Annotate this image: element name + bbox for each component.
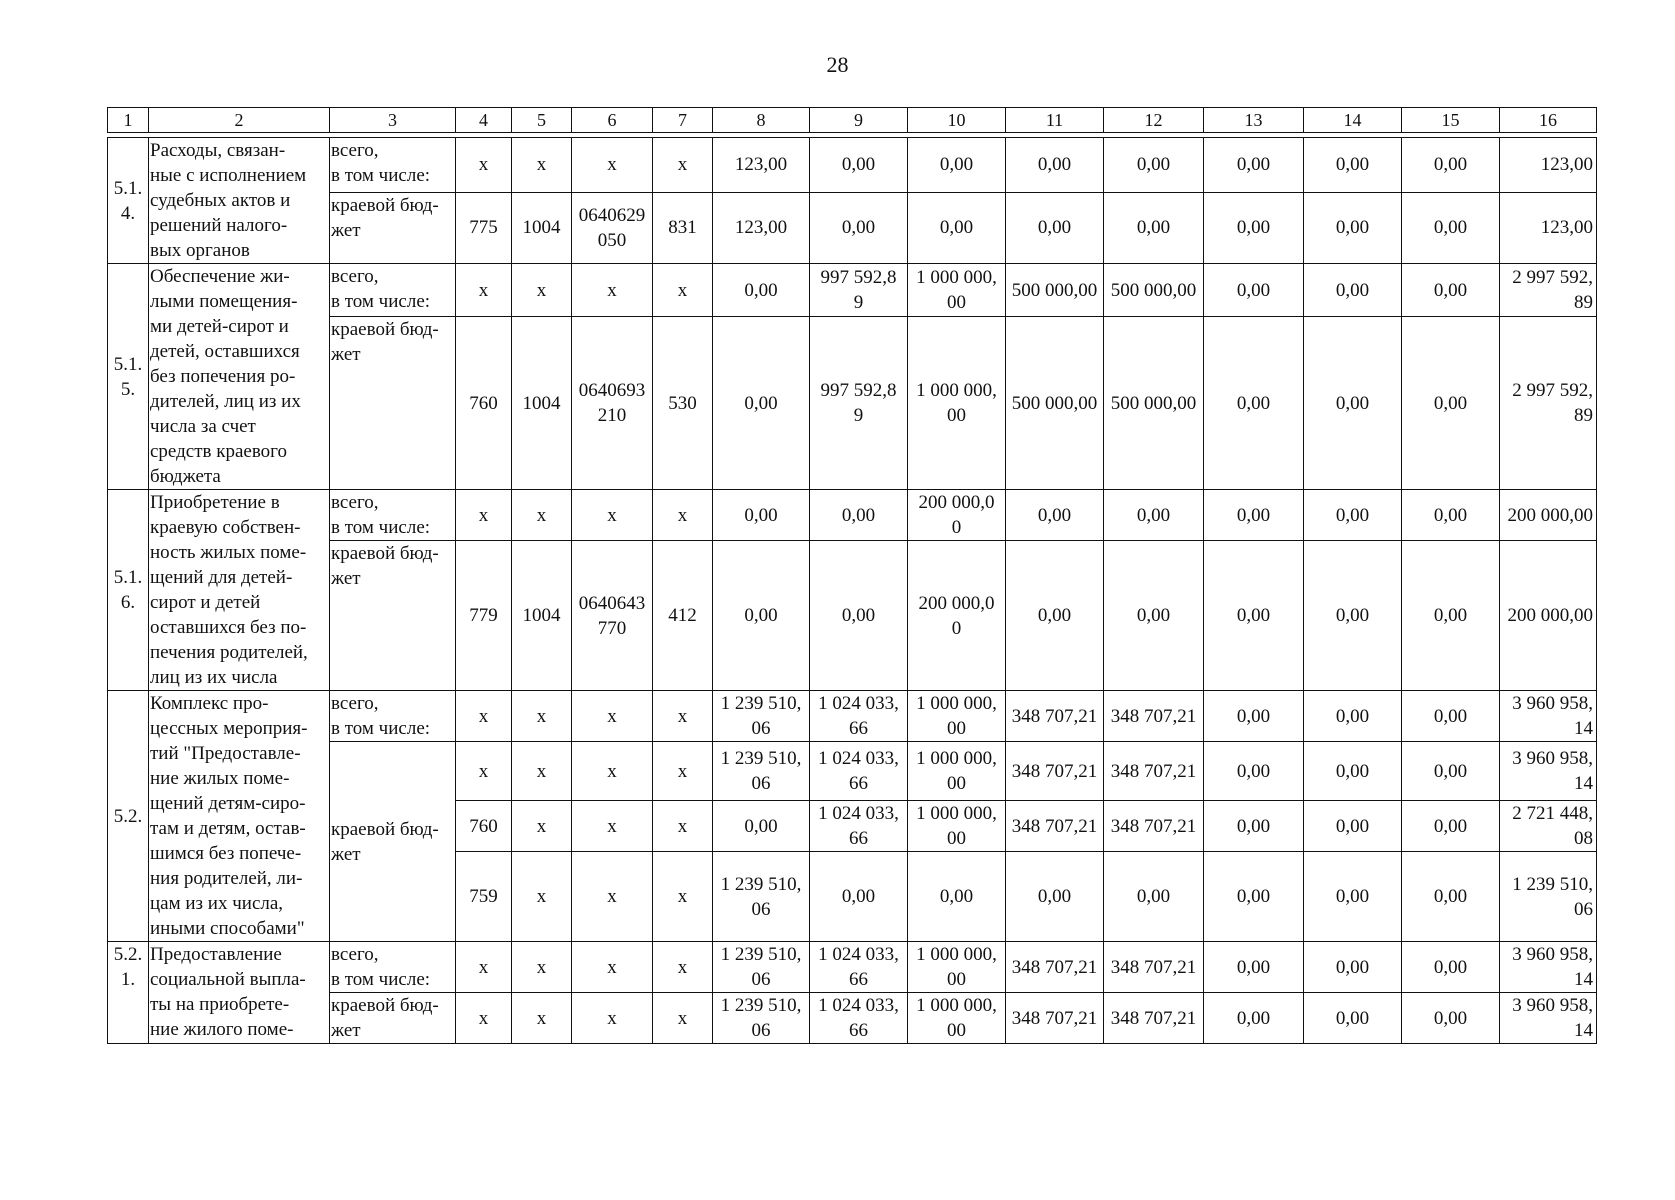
cell-col-11: 348 707,21 — [1006, 691, 1104, 742]
source-cell: краевой бюд- жет — [330, 317, 456, 490]
cell-col-14: 0,00 — [1304, 192, 1402, 263]
cell-col-8: 0,00 — [713, 541, 810, 691]
cell-col-8: 123,00 — [713, 192, 810, 263]
cell-col-7: х — [653, 852, 713, 942]
cell-col-16: 2 997 592, 89 — [1500, 317, 1597, 490]
cell-col-14: 0,00 — [1304, 138, 1402, 193]
cell-col-13: 0,00 — [1204, 317, 1304, 490]
cell-col-10: 1 000 000, 00 — [908, 317, 1006, 490]
cell-col-10: 1 000 000, 00 — [908, 264, 1006, 317]
cell-col-15: 0,00 — [1402, 852, 1500, 942]
budget-table — [107, 107, 1597, 1044]
cell-col-12: 500 000,00 — [1104, 317, 1204, 490]
cell-col-6: х — [572, 852, 653, 942]
cell-col-15: 0,00 — [1402, 490, 1500, 541]
cell-col-9: 1 024 033, 66 — [810, 942, 908, 993]
header-col-1: 1 — [108, 108, 149, 133]
cell-col-9: 0,00 — [810, 192, 908, 263]
source-cell: всего, в том числе: — [330, 138, 456, 193]
table-row — [108, 742, 1597, 801]
cell-col-9: 1 024 033, 66 — [810, 742, 908, 801]
cell-col-15: 0,00 — [1402, 691, 1500, 742]
table-row — [108, 541, 1597, 691]
cell-col-12: 0,00 — [1104, 138, 1204, 193]
cell-col-4: х — [456, 490, 512, 541]
cell-col-11: 348 707,21 — [1006, 942, 1104, 993]
header-col-2: 2 — [149, 108, 330, 133]
cell-col-7: х — [653, 490, 713, 541]
cell-col-7: х — [653, 138, 713, 193]
row-number: 5.1. 5. — [108, 264, 149, 490]
cell-col-15: 0,00 — [1402, 801, 1500, 852]
cell-col-4: х — [456, 691, 512, 742]
cell-col-8: 1 239 510, 06 — [713, 742, 810, 801]
row-name: Предоставление социальной выпла- ты на приобрете- ние жилого поме- — [149, 942, 330, 1044]
cell-col-5: х — [512, 691, 572, 742]
table-row — [108, 993, 1597, 1044]
cell-col-16: 3 960 958, 14 — [1500, 691, 1597, 742]
row-name: Приобретение в краевую собствен- ность жилых поме- щений для детей- сирот и детей оставшихся без по- печения родителей, лиц из их числа — [149, 490, 330, 691]
table-row — [108, 138, 1597, 193]
cell-col-13: 0,00 — [1204, 541, 1304, 691]
cell-col-6: х — [572, 490, 653, 541]
cell-col-5: х — [512, 490, 572, 541]
cell-col-9: 997 592,8 9 — [810, 317, 908, 490]
header-col-13: 13 — [1204, 108, 1304, 133]
cell-col-15: 0,00 — [1402, 264, 1500, 317]
header-col-5: 5 — [512, 108, 572, 133]
cell-col-5: х — [512, 742, 572, 801]
page-number: 28 — [826, 52, 849, 77]
source-cell: всего, в том числе: — [330, 490, 456, 541]
cell-col-5: х — [512, 942, 572, 993]
cell-col-15: 0,00 — [1402, 192, 1500, 263]
row-number: 5.1. 4. — [108, 138, 149, 264]
cell-col-12: 0,00 — [1104, 541, 1204, 691]
cell-col-9: 0,00 — [810, 852, 908, 942]
cell-col-5: х — [512, 264, 572, 317]
cell-col-8: 0,00 — [713, 801, 810, 852]
cell-col-15: 0,00 — [1402, 138, 1500, 193]
cell-col-6: 0640693 210 — [572, 317, 653, 490]
source-cell: краевой бюд- жет — [330, 541, 456, 691]
cell-col-5: х — [512, 801, 572, 852]
cell-col-10: 1 000 000, 00 — [908, 691, 1006, 742]
cell-col-9: 0,00 — [810, 138, 908, 193]
cell-col-10: 1 000 000, 00 — [908, 942, 1006, 993]
cell-col-11: 0,00 — [1006, 138, 1104, 193]
cell-col-9: 1 024 033, 66 — [810, 691, 908, 742]
cell-col-12: 0,00 — [1104, 490, 1204, 541]
cell-col-7: х — [653, 993, 713, 1044]
cell-col-16: 3 960 958, 14 — [1500, 942, 1597, 993]
cell-col-15: 0,00 — [1402, 541, 1500, 691]
cell-col-16: 200 000,00 — [1500, 490, 1597, 541]
cell-col-13: 0,00 — [1204, 742, 1304, 801]
cell-col-10: 1 000 000, 00 — [908, 993, 1006, 1044]
cell-col-16: 123,00 — [1500, 138, 1597, 193]
source-cell: краевой бюд- жет — [330, 742, 456, 942]
cell-col-12: 348 707,21 — [1104, 742, 1204, 801]
cell-col-13: 0,00 — [1204, 490, 1304, 541]
cell-col-14: 0,00 — [1304, 852, 1402, 942]
cell-col-10: 0,00 — [908, 138, 1006, 193]
cell-col-12: 500 000,00 — [1104, 264, 1204, 317]
cell-col-4: 760 — [456, 317, 512, 490]
cell-col-10: 1 000 000, 00 — [908, 742, 1006, 801]
cell-col-4: 775 — [456, 192, 512, 263]
cell-col-4: х — [456, 742, 512, 801]
cell-col-12: 0,00 — [1104, 192, 1204, 263]
cell-col-7: х — [653, 801, 713, 852]
header-col-6: 6 — [572, 108, 653, 133]
cell-col-4: х — [456, 138, 512, 193]
header-col-7: 7 — [653, 108, 713, 133]
source-cell: всего, в том числе: — [330, 264, 456, 317]
cell-col-13: 0,00 — [1204, 801, 1304, 852]
cell-col-4: х — [456, 942, 512, 993]
cell-col-5: х — [512, 138, 572, 193]
cell-col-14: 0,00 — [1304, 541, 1402, 691]
header-col-10: 10 — [908, 108, 1006, 133]
cell-col-7: х — [653, 942, 713, 993]
row-number: 5.2. — [108, 691, 149, 942]
cell-col-6: 0640629 050 — [572, 192, 653, 263]
cell-col-14: 0,00 — [1304, 490, 1402, 541]
source-cell: краевой бюд- жет — [330, 993, 456, 1044]
cell-col-7: 831 — [653, 192, 713, 263]
cell-col-10: 0,00 — [908, 852, 1006, 942]
cell-col-9: 0,00 — [810, 490, 908, 541]
cell-col-13: 0,00 — [1204, 993, 1304, 1044]
cell-col-6: х — [572, 801, 653, 852]
header-col-9: 9 — [810, 108, 908, 133]
cell-col-16: 123,00 — [1500, 192, 1597, 263]
cell-col-16: 3 960 958, 14 — [1500, 742, 1597, 801]
row-number: 5.1. 6. — [108, 490, 149, 691]
cell-col-5: х — [512, 993, 572, 1044]
cell-col-11: 0,00 — [1006, 192, 1104, 263]
header-col-8: 8 — [713, 108, 810, 133]
cell-col-14: 0,00 — [1304, 264, 1402, 317]
table-row — [108, 192, 1597, 263]
header-col-3: 3 — [330, 108, 456, 133]
cell-col-4: 779 — [456, 541, 512, 691]
cell-col-16: 2 721 448, 08 — [1500, 801, 1597, 852]
cell-col-15: 0,00 — [1402, 993, 1500, 1044]
cell-col-8: 0,00 — [713, 264, 810, 317]
cell-col-8: 1 239 510, 06 — [713, 691, 810, 742]
cell-col-5: 1004 — [512, 541, 572, 691]
header-row — [108, 108, 1597, 133]
cell-col-6: х — [572, 138, 653, 193]
header-col-14: 14 — [1304, 108, 1402, 133]
cell-col-14: 0,00 — [1304, 801, 1402, 852]
cell-col-12: 0,00 — [1104, 852, 1204, 942]
cell-col-15: 0,00 — [1402, 742, 1500, 801]
cell-col-14: 0,00 — [1304, 993, 1402, 1044]
cell-col-15: 0,00 — [1402, 942, 1500, 993]
cell-col-12: 348 707,21 — [1104, 691, 1204, 742]
cell-col-11: 348 707,21 — [1006, 993, 1104, 1044]
row-name: Расходы, связан- ные с исполнением судебных актов и решений налого- вых органов — [149, 138, 330, 264]
cell-col-16: 1 239 510, 06 — [1500, 852, 1597, 942]
cell-col-11: 0,00 — [1006, 852, 1104, 942]
cell-col-6: х — [572, 264, 653, 317]
header-col-12: 12 — [1104, 108, 1204, 133]
cell-col-10: 1 000 000, 00 — [908, 801, 1006, 852]
source-cell: всего, в том числе: — [330, 691, 456, 742]
cell-col-11: 0,00 — [1006, 490, 1104, 541]
cell-col-14: 0,00 — [1304, 742, 1402, 801]
cell-col-4: 759 — [456, 852, 512, 942]
cell-col-12: 348 707,21 — [1104, 801, 1204, 852]
cell-col-4: х — [456, 993, 512, 1044]
cell-col-6: х — [572, 742, 653, 801]
cell-col-6: х — [572, 942, 653, 993]
cell-col-6: 0640643 770 — [572, 541, 653, 691]
cell-col-13: 0,00 — [1204, 138, 1304, 193]
cell-col-10: 200 000,0 0 — [908, 541, 1006, 691]
table-row — [108, 691, 1597, 742]
cell-col-5: 1004 — [512, 317, 572, 490]
cell-col-11: 500 000,00 — [1006, 317, 1104, 490]
cell-col-11: 348 707,21 — [1006, 801, 1104, 852]
cell-col-8: 123,00 — [713, 138, 810, 193]
cell-col-8: 0,00 — [713, 490, 810, 541]
cell-col-11: 348 707,21 — [1006, 742, 1104, 801]
cell-col-16: 200 000,00 — [1500, 541, 1597, 691]
cell-col-6: х — [572, 691, 653, 742]
cell-col-13: 0,00 — [1204, 852, 1304, 942]
cell-col-14: 0,00 — [1304, 691, 1402, 742]
cell-col-10: 200 000,0 0 — [908, 490, 1006, 541]
cell-col-9: 0,00 — [810, 541, 908, 691]
cell-col-11: 0,00 — [1006, 541, 1104, 691]
cell-col-8: 1 239 510, 06 — [713, 852, 810, 942]
table-row — [108, 942, 1597, 993]
cell-col-14: 0,00 — [1304, 942, 1402, 993]
row-name: Обеспечение жи- лыми помещения- ми детей-сирот и детей, оставшихся без попечения ро- дителей, лиц из их числа за счет средств краевого бюджета — [149, 264, 330, 490]
cell-col-5: 1004 — [512, 192, 572, 263]
cell-col-6: х — [572, 993, 653, 1044]
cell-col-8: 1 239 510, 06 — [713, 942, 810, 993]
cell-col-14: 0,00 — [1304, 317, 1402, 490]
cell-col-13: 0,00 — [1204, 192, 1304, 263]
cell-col-9: 1 024 033, 66 — [810, 801, 908, 852]
cell-col-11: 500 000,00 — [1006, 264, 1104, 317]
cell-col-7: х — [653, 691, 713, 742]
row-name: Комплекс про- цессных мероприя- тий "Предоставле- ние жилых поме- щений детям-сиро- там и детям, остав- шимся без попече- ния родителей, ли- цам из их числа, иными способами" — [149, 691, 330, 942]
header-col-4: 4 — [456, 108, 512, 133]
source-cell: всего, в том числе: — [330, 942, 456, 993]
header-col-11: 11 — [1006, 108, 1104, 133]
cell-col-7: х — [653, 742, 713, 801]
cell-col-13: 0,00 — [1204, 691, 1304, 742]
cell-col-7: 412 — [653, 541, 713, 691]
cell-col-7: 530 — [653, 317, 713, 490]
table-row — [108, 490, 1597, 541]
cell-col-16: 2 997 592, 89 — [1500, 264, 1597, 317]
cell-col-16: 3 960 958, 14 — [1500, 993, 1597, 1044]
cell-col-5: х — [512, 852, 572, 942]
table-row — [108, 317, 1597, 490]
cell-col-4: х — [456, 264, 512, 317]
cell-col-7: х — [653, 264, 713, 317]
cell-col-12: 348 707,21 — [1104, 993, 1204, 1044]
cell-col-8: 1 239 510, 06 — [713, 993, 810, 1044]
cell-col-8: 0,00 — [713, 317, 810, 490]
cell-col-15: 0,00 — [1402, 317, 1500, 490]
cell-col-13: 0,00 — [1204, 264, 1304, 317]
header-col-15: 15 — [1402, 108, 1500, 133]
cell-col-9: 1 024 033, 66 — [810, 993, 908, 1044]
table-row — [108, 264, 1597, 317]
row-number: 5.2. 1. — [108, 942, 149, 1044]
cell-col-10: 0,00 — [908, 192, 1006, 263]
cell-col-9: 997 592,8 9 — [810, 264, 908, 317]
cell-col-4: 760 — [456, 801, 512, 852]
cell-col-12: 348 707,21 — [1104, 942, 1204, 993]
header-col-16: 16 — [1500, 108, 1597, 133]
cell-col-13: 0,00 — [1204, 942, 1304, 993]
source-cell: краевой бюд- жет — [330, 192, 456, 263]
